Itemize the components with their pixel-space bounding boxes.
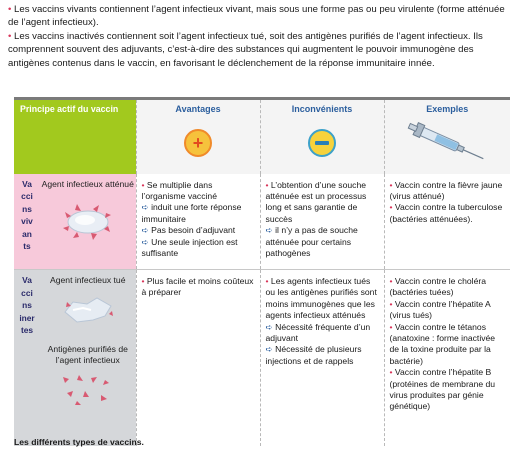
antigenes-label: Antigènes purifiés de l’agent infectieux [47,343,128,366]
header-principe: Principe actif du vaccin [14,99,136,174]
header-avantages [136,99,260,174]
minus-circle-icon [308,129,336,157]
table-row-vivants [14,174,510,270]
intro-text-inactives: Les vaccins inactivés contiennent soit l’agent infectieux tué, soit des antigènes purifiés de l’agent infectieux. Ils comprennent souvent des adjuvants, c’est-à-dire des substances qui augmentent le pouvoir immunogène des antigènes contenus dans le vaccin, en favorisant le déclenchement de la réponse immunitaire innée. [8,30,483,69]
purified-antigens-icon [53,371,123,407]
header-inconvenients-label: Inconvénients [291,104,353,114]
inertes-exemples-cell: • Vaccin contre le choléra (bactéries tuées) • Vaccin contre l’hépatite A (virus tués) • Vaccin contre le tétanos (anatoxine : forme inactivée de la toxine produite par la bactérie) • Vaccin contre l’hépatite B (protéines de membrane du virus produites par génie génétique) [384,270,510,446]
vaccine-types-table [14,97,510,446]
header-inconvenients [260,99,384,174]
label-vaccins-vivants: Va cci ns viv an ts [14,174,40,270]
inertes-avantages-cell: • Plus facile et moins coûteux à préparer [136,270,260,446]
bullet: • [8,4,12,15]
label-vaccins-inertes: Va cci ns iner tes [14,270,40,446]
bullet: • [8,30,12,42]
vivants-avantages-cell: • Se multiplie dans l’organisme vacciné ➪ induit une forte réponse immunitaire ➪ Pas besoin d’adjuvant ➪ Une seule injection est suffisante [136,174,260,270]
header-exemples [384,99,510,174]
plus-circle-icon: + [184,129,212,157]
intro-paragraph-inactives [8,30,516,70]
agent-tue-label: Agent infectieux tué [50,275,126,285]
table-header-row [14,99,510,174]
intro-paragraph-vivants [8,3,516,30]
vivants-inconvenients-cell: • L’obtention d’une souche atténuée est un processus long et sans garantie de succès ➪ il n’y a pas de souche atténuée pour certains pathogènes [260,174,384,270]
attenuated-pathogen-icon [53,198,123,242]
agent-inerte-cell [40,270,136,446]
syringe-icon [405,119,489,165]
intro-text [8,3,516,70]
table-row-inertes [14,270,510,446]
inertes-inconvenients-cell: • Les agents infectieux tués ou les antigènes purifiés sont moins immunogènes que les agents infectieux atténués ➪ Nécessité fréquente d’un adjuvant ➪ Nécessité de plusieurs injections et de rappels [260,270,384,446]
agent-attenue-label: Agent infectieux atténué [41,178,134,189]
table-caption: Les différents types de vaccins. [14,437,144,447]
agent-attenue-cell [40,174,136,270]
header-exemples-label: Exemples [426,104,469,114]
killed-pathogen-icon [53,288,123,332]
vivants-exemples-cell: • Vaccin contre la fièvre jaune (virus atténué) • Vaccin contre la tuberculose (bactéries atténuées). [384,174,510,270]
header-avantages-label: Avantages [175,104,221,114]
intro-text-vivants: Les vaccins vivants contiennent l’agent infectieux vivant, mais sous une forme pas ou peu virulente (forme atténuée de l’agent infectieux). [8,4,505,29]
